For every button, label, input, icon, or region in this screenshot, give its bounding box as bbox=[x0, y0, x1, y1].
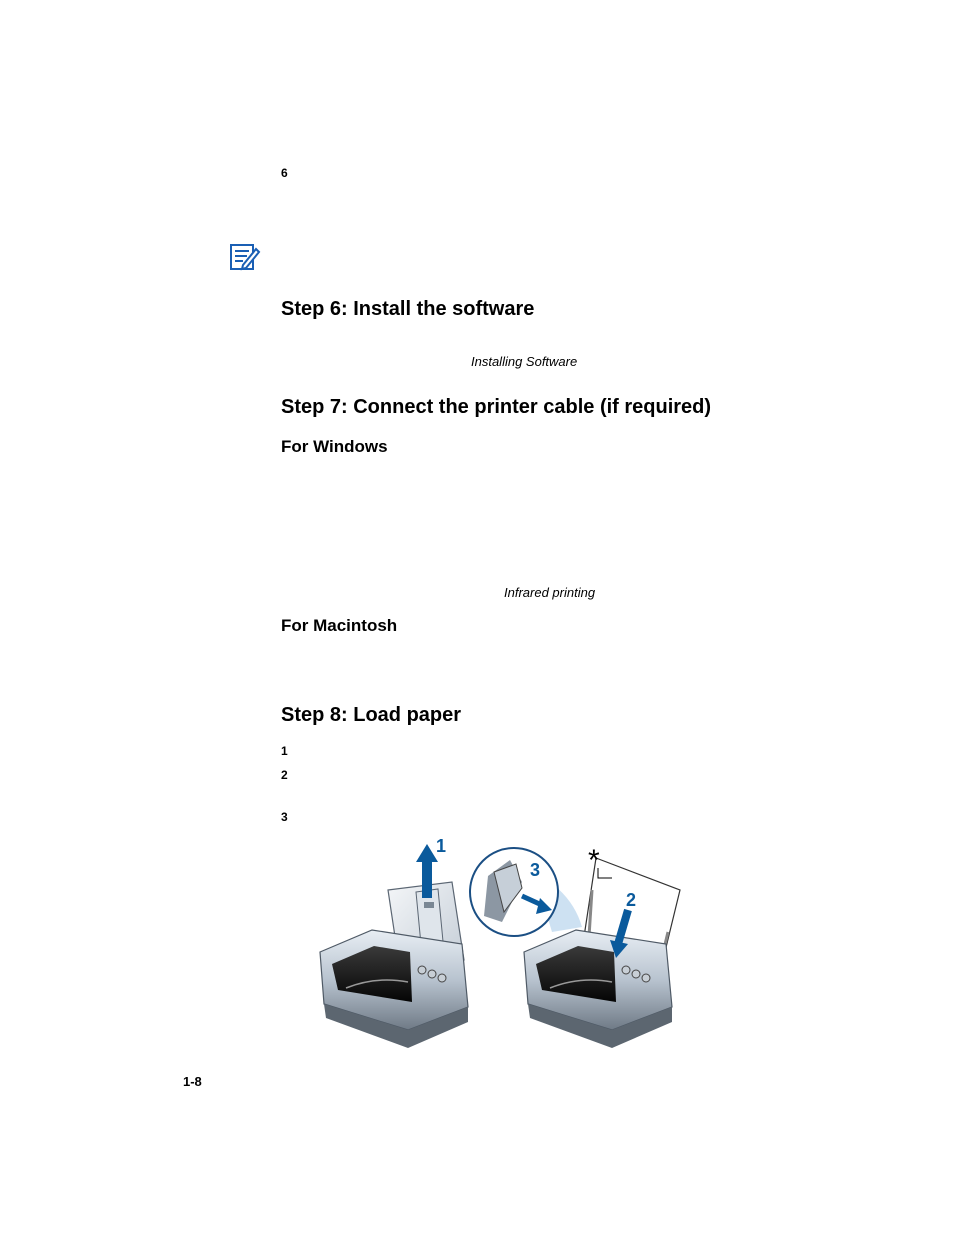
step7-heading: Step 7: Connect the printer cable (if required) bbox=[281, 396, 712, 418]
for-windows-heading: For Windows bbox=[281, 437, 388, 456]
printer-left-drawing bbox=[320, 882, 468, 1048]
note-icon bbox=[229, 241, 261, 273]
step-number-6: 6 bbox=[281, 166, 288, 180]
load-step-1: 1 bbox=[281, 744, 288, 758]
zoom-inset-drawing bbox=[470, 848, 582, 936]
callout-2: 2 bbox=[626, 890, 637, 910]
infrared-printing-crossref[interactable]: Infrared printing bbox=[504, 585, 596, 600]
asterisk-callout: * bbox=[588, 844, 600, 877]
load-paper-illustration bbox=[312, 832, 692, 1054]
step8-heading: Step 8: Load paper bbox=[281, 704, 462, 726]
installing-software-crossref[interactable]: Installing Software bbox=[471, 354, 578, 369]
callout-1: 1 bbox=[436, 836, 447, 856]
load-step-3: 3 bbox=[281, 810, 288, 824]
for-macintosh-heading: For Macintosh bbox=[281, 616, 398, 635]
callout-3: 3 bbox=[530, 860, 541, 880]
load-step-2: 2 bbox=[281, 768, 288, 782]
step6-heading: Step 6: Install the software bbox=[281, 298, 535, 320]
page-number: 1-8 bbox=[183, 1074, 202, 1089]
